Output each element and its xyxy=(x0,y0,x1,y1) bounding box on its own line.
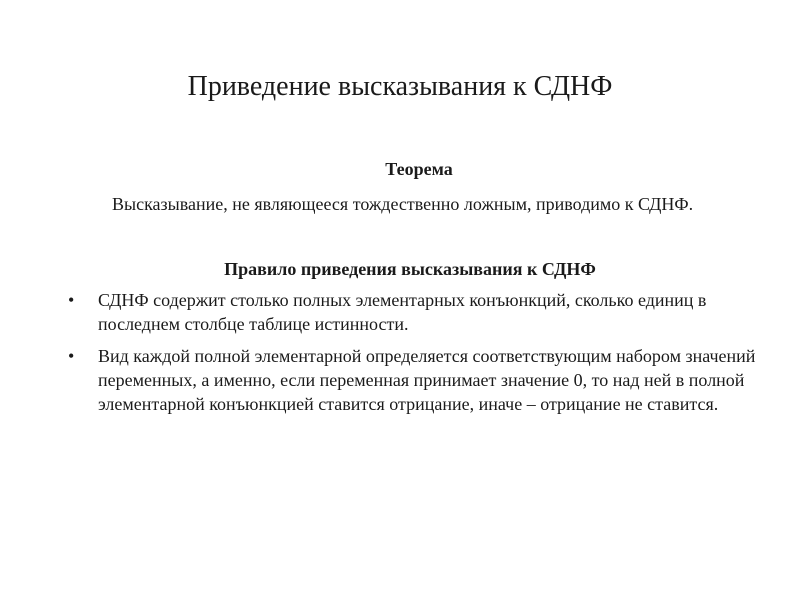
rule-heading: Правило приведения высказывания к СДНФ xyxy=(224,259,596,279)
bullet-dot-icon: • xyxy=(68,290,75,310)
bullet-dot-icon: • xyxy=(68,346,75,366)
theorem-text: Высказывание, не являющееся тождественно ложным, приводимо к СДНФ. xyxy=(112,194,694,214)
rule-bullet-text-2: Вид каждой полной элементарной определяется соответствующим набором значений переменных, а именно, если переменная принимает значение 0, то над ней в полной элементарной конъюнкцией ставится отрицание, иначе – отрицание не ставится. xyxy=(98,346,756,414)
rule-bullet-item-2 xyxy=(60,344,760,416)
rule-bullet-item-1 xyxy=(60,288,760,336)
rule-bullet-text-1: СДНФ содержит столько полных элементарных конъюнкций, сколько единиц в последнем столбце таблице истинности. xyxy=(98,290,707,334)
slide-title: Приведение высказывания к СДНФ xyxy=(187,71,613,102)
theorem-heading: Теорема xyxy=(385,159,453,179)
rule-bullet-list xyxy=(60,288,760,424)
